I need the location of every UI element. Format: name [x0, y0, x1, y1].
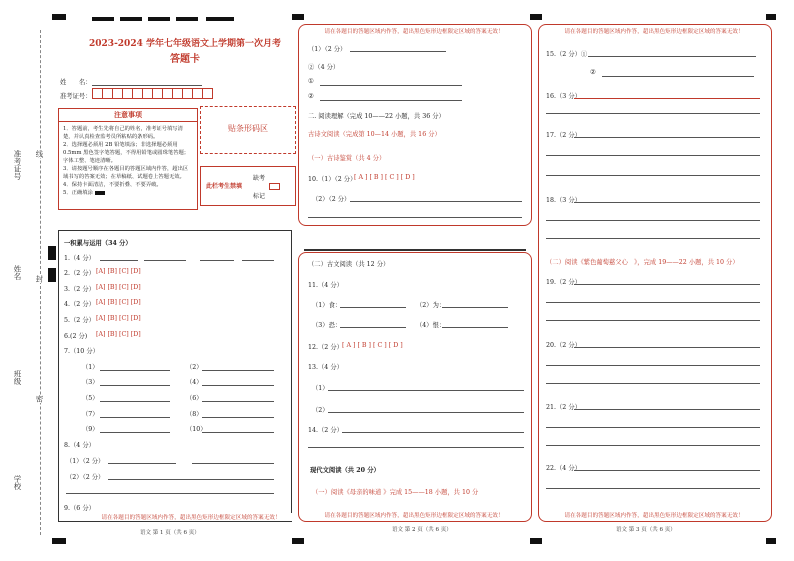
c2-section2: 二. 阅读理解（完成 10——22 小题，共 36 分） — [308, 113, 445, 120]
q15b-label: ② — [590, 69, 596, 76]
answer-line[interactable] — [546, 113, 760, 114]
notice-item: 5．正确填涂 — [63, 190, 93, 196]
id-label: 准考证号： — [60, 93, 92, 100]
answer-line[interactable] — [546, 175, 760, 176]
page-footer: 语文 第 1 页（共 6 页） — [140, 530, 200, 536]
name-label: 姓 名： — [60, 79, 92, 86]
q7-sub: （2） — [186, 364, 203, 371]
q13-1: （1） — [312, 385, 329, 392]
answer-line[interactable] — [350, 201, 522, 202]
answer-line[interactable] — [100, 370, 170, 371]
page-footer: 语文 第 3 页（共 6 页） — [616, 527, 676, 533]
answer-line[interactable] — [202, 401, 274, 402]
c2-q2b: ② — [308, 93, 314, 100]
binding-school-label: 学校 — [13, 475, 22, 490]
c2-section2a1: （一）古诗鉴赏（共 4 分） — [308, 155, 386, 162]
q4-label: 4.（2 分） — [64, 301, 95, 308]
binding-close-char: 密 — [35, 395, 44, 403]
q7-sub: （1） — [82, 364, 99, 371]
c2-section2b: （二）古文阅读（共 12 分） — [308, 261, 390, 268]
answer-line[interactable] — [350, 51, 446, 52]
answer-line[interactable] — [546, 238, 760, 239]
notice-item: 1．答题前，考生先将自己的姓名，准考证号填写清楚，并认真检查监考员所粘贴的条形码。 — [63, 126, 183, 140]
answer-line[interactable] — [574, 202, 760, 203]
answer-line[interactable] — [442, 307, 508, 308]
id-grid[interactable] — [92, 88, 212, 101]
side-mark — [48, 246, 56, 260]
answer-line[interactable] — [328, 390, 524, 391]
answer-line[interactable] — [100, 417, 170, 418]
q7-sub: （5） — [82, 395, 99, 402]
alignment-mark — [766, 538, 776, 544]
q10-2-label: （2）（2 分） — [312, 196, 351, 203]
answer-line[interactable] — [340, 307, 406, 308]
q7-sub: （9） — [82, 426, 99, 433]
answer-line[interactable] — [144, 260, 186, 261]
warning-text: 请在各题目的答题区域内作答，超出黑色矩形边框限定区域的答案无效！ — [324, 513, 504, 519]
binding-id-label: 准考证号 — [13, 150, 22, 180]
answer-line[interactable] — [320, 85, 462, 86]
q8-label: 8.（4 分） — [64, 442, 95, 449]
answer-line[interactable] — [192, 463, 274, 464]
answer-line[interactable] — [574, 409, 760, 410]
notice-item: 2．选择题必须用 2B 铅笔填涂；非选择题必须用 0.5mm 黑色签字笔答题，不得用铅笔或圆珠笔答题；字体工整、笔迹清晰。 — [63, 142, 190, 164]
absent-line2: 标记 — [253, 193, 266, 200]
binding-seal-char: 封 — [35, 275, 44, 283]
q5-options[interactable]: [A] [B] [C] [D] — [96, 315, 141, 322]
absent-box — [200, 166, 296, 206]
c2-section3a: （一）阅读《母亲的味道 》完成 15——18 小题，共 10 分 — [312, 489, 479, 496]
q10-label: 10.（1）（2 分） — [308, 176, 357, 183]
notice-box — [58, 108, 198, 210]
answer-sheet-title: 答题卡 — [170, 54, 200, 65]
absent-checkbox[interactable] — [269, 183, 280, 190]
answer-line[interactable] — [202, 370, 274, 371]
absent-line1: 缺考 — [253, 175, 266, 182]
q4-options[interactable]: [A] [B] [C] [D] — [96, 299, 141, 306]
q21-label: 21.（2 分） — [546, 404, 581, 411]
q7-label: 7.（10 分） — [64, 348, 99, 355]
q9-label: 9.（6 分） — [64, 505, 95, 512]
answer-line[interactable] — [342, 432, 524, 433]
timing-mark — [206, 17, 234, 21]
timing-mark — [92, 17, 114, 21]
panel-2b — [298, 252, 532, 522]
answer-line[interactable] — [546, 320, 760, 321]
q13-label: 13.（4 分） — [308, 364, 343, 371]
answer-line[interactable] — [200, 260, 234, 261]
q7-sub: （10） — [186, 426, 207, 433]
side-mark — [48, 268, 56, 282]
answer-line[interactable] — [100, 385, 170, 386]
q19-label: 19.（2 分） — [546, 279, 581, 286]
answer-line[interactable] — [108, 463, 176, 464]
answer-line[interactable] — [100, 432, 170, 433]
answer-line[interactable] — [602, 76, 754, 77]
alignment-mark — [766, 14, 776, 20]
q22-label: 22.（4 分） — [546, 465, 581, 472]
warning-text: 请在各题目的答题区域内作答，超出黑色矩形边框限定区域的答案无效！ — [564, 29, 744, 35]
timing-mark — [176, 17, 198, 21]
q12-options[interactable]: [ A ] [ B ] [ C ] [ D ] — [342, 342, 403, 349]
warning-text: 请在各题目的答题区域内作答，超出黑色矩形边框限定区域的答案无效！ — [564, 513, 744, 519]
barcode-label: 贴条形码区 — [228, 124, 268, 133]
q10-options[interactable]: [ A ] [ B ] [ C ] [ D ] — [354, 174, 415, 181]
q7-sub: （7） — [82, 411, 99, 418]
answer-line[interactable] — [546, 155, 760, 156]
q7-sub: （6） — [186, 395, 203, 402]
answer-line[interactable] — [574, 137, 760, 138]
answer-line[interactable] — [546, 427, 760, 428]
answer-line[interactable] — [574, 470, 760, 471]
answer-line[interactable] — [308, 217, 522, 218]
notice-item: 3．请按题号顺序在各题目的答题区域内作答，超出区域书写的答案无效；在草稿纸、试题卷上答题无效。 — [63, 166, 189, 180]
q6-options[interactable]: [A] [B] [C] [D] — [96, 331, 141, 338]
name-field[interactable] — [92, 85, 202, 86]
alignment-mark — [530, 14, 542, 20]
timing-mark — [120, 17, 142, 21]
c2-section3: 现代文阅读（共 20 分） — [310, 467, 380, 474]
q11-3: （3）恐： — [312, 322, 342, 329]
answer-line[interactable] — [242, 260, 274, 261]
binding-class-label: 班级 — [13, 370, 22, 385]
c2-q2: ②（4 分） — [308, 64, 340, 71]
answer-line[interactable] — [546, 488, 760, 489]
alignment-mark — [52, 14, 66, 20]
c3-section: （二）阅读《紫色葡萄慈父心 》，完成 19——22 小题，共 10 分） — [546, 259, 739, 266]
q3-options[interactable]: [A] [B] [C] [D] — [96, 284, 141, 291]
q12-label: 12.（2 分） — [308, 344, 343, 351]
notice-item: 4．保持卡面清洁，不要折叠、不要弄破。 — [63, 182, 162, 188]
exam-title: 2023-2024 学年七年级语文上学期第一次月考 — [89, 39, 281, 49]
q2-options[interactable]: [A] [B] [C] [D] — [96, 268, 141, 275]
c2-q2a: ① — [308, 78, 314, 85]
q7-sub: （8） — [186, 411, 203, 418]
answer-line[interactable] — [108, 479, 274, 480]
notice-title: 注意事项 — [59, 109, 197, 122]
warning-text: 请在各题目的答题区域内作答，超出黑色矩形边框限定区域的答案无效！ — [324, 29, 504, 35]
answer-line[interactable] — [546, 445, 760, 446]
answer-line[interactable] — [100, 260, 138, 261]
q18-label: 18.（3 分） — [546, 197, 581, 204]
q8-2-label: （2）（2 分） — [66, 474, 105, 481]
answer-line[interactable] — [574, 347, 760, 348]
alignment-mark — [292, 538, 304, 544]
answer-line[interactable] — [328, 412, 524, 413]
q3-label: 3.（2 分） — [64, 286, 95, 293]
barcode-area — [200, 106, 296, 154]
q11-4: （4）恨： — [416, 322, 446, 329]
alignment-mark — [530, 538, 542, 544]
q6-label: 6.(2 分) — [64, 333, 88, 340]
answer-line[interactable] — [308, 447, 524, 448]
q11-2: （2）为： — [416, 302, 446, 309]
q5-label: 5.（2 分） — [64, 317, 95, 324]
answer-line[interactable] — [202, 432, 274, 433]
q14-label: 14.（2 分） — [308, 427, 343, 434]
q11-1: （1）食： — [312, 302, 342, 309]
warning-text: 请在各题目的答题区域内作答，超出黑色矩形边框限定区域的答案无效！ — [86, 513, 296, 521]
alignment-mark — [292, 14, 304, 20]
answer-line[interactable] — [320, 100, 462, 101]
q13-2: （2） — [312, 407, 329, 414]
c2-section2a: 古诗文阅读（完成第 10—14 小题，共 16 分） — [308, 131, 441, 138]
filled-bubble-example — [95, 191, 105, 195]
q7-sub: （3） — [82, 379, 99, 386]
q17-label: 17.（2 分） — [546, 132, 581, 139]
answer-line[interactable] — [100, 401, 170, 402]
answer-line[interactable] — [202, 385, 274, 386]
answer-line[interactable] — [588, 56, 756, 57]
answer-line[interactable] — [546, 220, 760, 221]
answer-line[interactable] — [574, 284, 760, 285]
q8-1-label: （1）（2 分） — [66, 458, 105, 465]
q20-label: 20.（2 分） — [546, 342, 581, 349]
q15-label: 15.（2 分）① — [546, 51, 588, 58]
answer-line[interactable] — [340, 327, 406, 328]
alignment-mark — [52, 538, 66, 544]
answer-line[interactable] — [66, 493, 274, 494]
q7-sub: （4） — [186, 379, 203, 386]
binding-name-label: 姓名 — [13, 265, 22, 280]
section-divider — [304, 249, 526, 251]
timing-mark — [148, 17, 170, 21]
answer-line[interactable] — [574, 98, 760, 99]
q1-label: 1.（4 分） — [64, 255, 95, 262]
section1-title: 一积累与运用（34 分） — [64, 240, 132, 247]
answer-line[interactable] — [546, 383, 760, 384]
answer-line[interactable] — [546, 365, 760, 366]
absent-label: 此栏考生禁填 — [206, 183, 243, 190]
answer-line[interactable] — [546, 302, 760, 303]
q16-label: 16.（3 分） — [546, 93, 581, 100]
c2-q1: （1）（2 分） — [308, 46, 347, 53]
q2-label: 2.（2 分） — [64, 270, 95, 277]
q11-label: 11.（4 分） — [308, 282, 343, 289]
page-footer: 语文 第 2 页（共 6 页） — [392, 527, 452, 533]
answer-line[interactable] — [202, 417, 274, 418]
binding-line-char: 线 — [35, 150, 44, 158]
answer-line[interactable] — [442, 327, 508, 328]
